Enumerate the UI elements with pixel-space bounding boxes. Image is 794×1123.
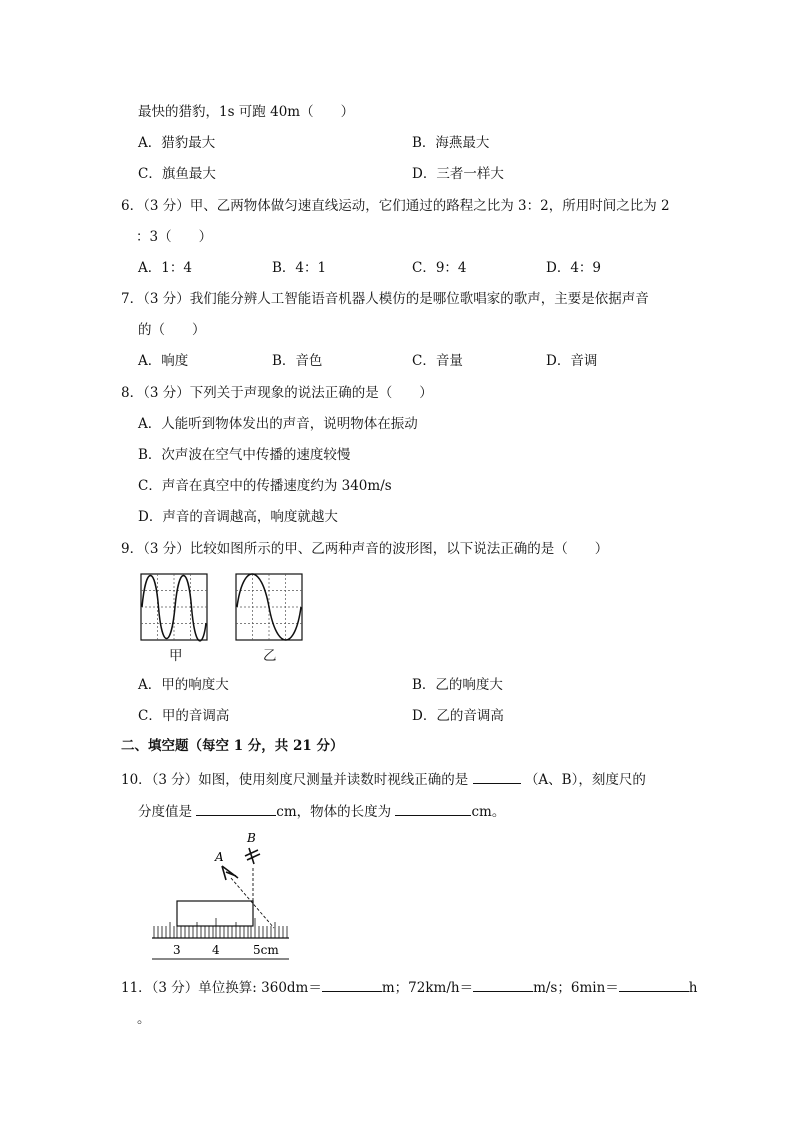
- q11-blank-m[interactable]: [322, 977, 382, 992]
- q10-text-3: 分度值是: [138, 804, 192, 820]
- q11-text-2: m；72km/h＝: [381, 980, 474, 996]
- q9-stem: 9．（3 分）比较如图所示的甲、乙两种声音的波形图，以下说法正确的是（ ）: [121, 541, 609, 557]
- q11-line1: [121, 977, 697, 997]
- q8-option-c: C．声音在真空中的传播速度约为 340m/s: [138, 478, 392, 494]
- q7-option-a: A．响度: [138, 353, 189, 369]
- q11-blank-ms[interactable]: [473, 977, 533, 992]
- q11-line2: 。: [137, 1011, 151, 1027]
- ruler-tick-5cm: 5cm: [253, 943, 279, 957]
- q5-option-d: D．三者一样大: [412, 166, 504, 182]
- q10-blank-length[interactable]: [395, 801, 471, 816]
- q10-line2: [138, 801, 505, 821]
- q9-option-d: D．乙的音调高: [412, 708, 504, 724]
- q6-option-b: B．4：1: [272, 260, 327, 276]
- q10-text-5: cm。: [471, 804, 506, 820]
- ruler-tick-3: 3: [173, 943, 181, 957]
- q9-option-a: A．甲的响度大: [138, 677, 229, 693]
- q5-option-c: C．旗鱼最大: [138, 166, 216, 182]
- waveform-yi-figure: [235, 573, 305, 643]
- measured-object: [177, 901, 253, 926]
- q8-option-a: A．人能听到物体发出的声音，说明物体在振动: [138, 416, 418, 432]
- q9-option-b: B．乙的响度大: [412, 677, 503, 693]
- q11-text-4: h: [688, 980, 698, 996]
- waveform-jia-label: 甲: [169, 648, 183, 664]
- q10-text-2: （A、B），刻度尺的: [524, 772, 646, 788]
- q5-option-a: A．猎豹最大: [138, 135, 216, 151]
- q7-option-c: C．音量: [412, 353, 463, 369]
- label-a: A: [215, 850, 224, 864]
- q6-stem-line2: ：3（ ）: [136, 229, 213, 245]
- q6-option-d: D．4：9: [546, 260, 602, 276]
- q7-stem-line2: 的（ ）: [138, 322, 206, 338]
- eye-b-icon: [245, 848, 260, 864]
- ruler-figure: [148, 828, 293, 966]
- q9-option-c: C．甲的音调高: [138, 708, 230, 724]
- section-heading-fill-blank: 二、填空题（每空 1 分，共 21 分）: [121, 738, 344, 754]
- q7-option-b: B．音色: [272, 353, 323, 369]
- q10-text-4: cm，物体的长度为: [276, 804, 392, 820]
- q11-text-3: m/s；6min＝: [533, 980, 619, 996]
- q5-option-b: B．海燕最大: [412, 135, 490, 151]
- q6-option-a: A．1：4: [138, 260, 192, 276]
- q10-blank-division[interactable]: [196, 801, 276, 816]
- q5-stem-continuation: 最快的猎豹，1s 可跑 40m（ ）: [138, 104, 355, 120]
- q10-line1: [121, 769, 646, 789]
- q7-option-d: D．音调: [546, 353, 598, 369]
- ruler-ticks: [154, 918, 287, 938]
- q6-option-c: C．9：4: [412, 260, 467, 276]
- q8-option-d: D．声音的音调越高，响度就越大: [138, 509, 338, 525]
- q8-stem: 8．（3 分）下列关于声现象的说法正确的是（ ）: [121, 385, 433, 401]
- q11-blank-h[interactable]: [619, 977, 689, 992]
- q10-blank-view[interactable]: [473, 769, 521, 784]
- label-b: B: [247, 831, 256, 845]
- waveform-yi-label: 乙: [263, 648, 277, 664]
- eye-a-icon: [222, 866, 238, 880]
- q8-option-b: B．次声波在空气中传播的速度较慢: [138, 447, 351, 463]
- waveform-jia-figure: [140, 573, 210, 643]
- ruler-tick-4: 4: [212, 943, 220, 957]
- q10-text-1: 10．（3 分）如图，使用刻度尺测量并读数时视线正确的是: [121, 772, 469, 788]
- q11-text-1: 11．（3 分）单位换算: 360dm＝: [121, 980, 322, 996]
- q6-stem-line1: 6．（3 分）甲、乙两物体做匀速直线运动，它们通过的路程之比为 3：2，所用时间之比为 2: [121, 198, 670, 214]
- q7-stem-line1: 7．（3 分）我们能分辨人工智能语音机器人模仿的是哪位歌唱家的歌声，主要是依据声音: [121, 291, 649, 307]
